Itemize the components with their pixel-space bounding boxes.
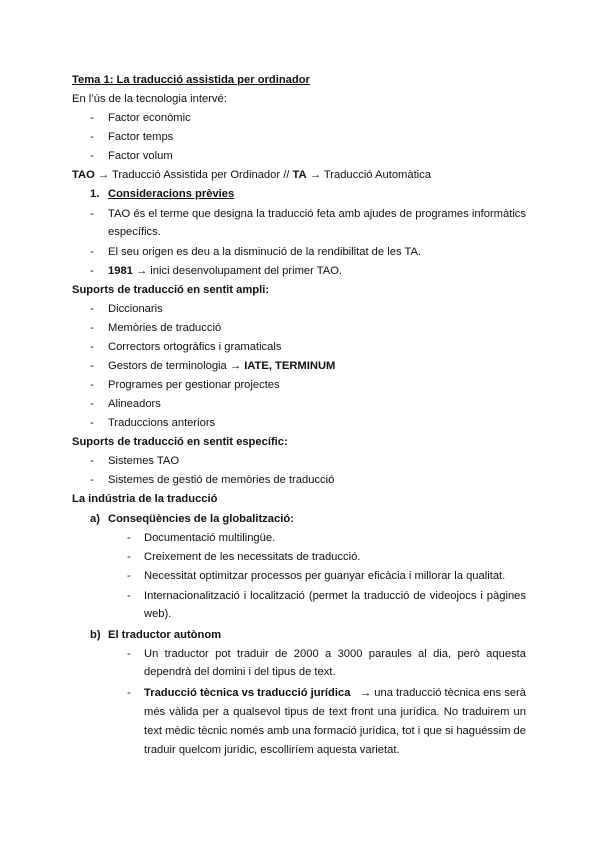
list-item: Traduccions anteriors (108, 417, 216, 429)
bullet-dash: - (90, 246, 94, 258)
list-item: Sistemes de gestió de memòries de traducció (108, 474, 335, 486)
bullet-dash: - (90, 417, 94, 429)
list-item: TAO és el terme que designa la traducció feta amb ajudes de programes informàtics (108, 208, 526, 220)
bullet-dash: - (127, 687, 131, 699)
list-item: Diccionaris (108, 303, 163, 315)
bullet-dash: - (127, 532, 131, 544)
ta-expansion: Traducció Automàtica (323, 169, 431, 181)
list-item (144, 686, 526, 700)
list-label: b) (90, 629, 101, 641)
section-heading: Consideracions prèvies (108, 188, 235, 200)
bullet-dash: - (90, 265, 94, 277)
gestors-examples: IATE, TERMINUM (244, 360, 336, 372)
list-heading: El traductor autònom (108, 629, 222, 641)
list-item-continuation: web). (144, 608, 172, 620)
bullet-dash: - (90, 379, 94, 391)
bullet-dash: - (90, 322, 94, 334)
list-item: El seu origen es deu a la disminució de la rendibilitat de les TA. (108, 246, 422, 258)
bullet-dash: - (127, 570, 131, 582)
arrow-icon: → (309, 169, 321, 181)
list-label: a) (90, 513, 100, 525)
list-item: Factor temps (108, 131, 174, 143)
subsection-heading: La indústria de la traducció (72, 493, 218, 505)
bullet-dash: - (90, 112, 94, 124)
intro-text: En l’ús de la tecnologia intervé: (72, 93, 227, 105)
bullet-dash: - (90, 303, 94, 315)
list-item: Necessitat optimitzar processos per guanyar eficàcia i millorar la qualitat. (144, 570, 506, 582)
subsection-heading: Suports de traducció en sentit específic: (72, 436, 288, 448)
tao-definition-line (72, 168, 431, 182)
ta-term: TA (292, 169, 307, 181)
list-item-continuation: específics. (108, 226, 161, 238)
list-item: Memòries de traducció (108, 322, 222, 334)
list-item: Programes per gestionar projectes (108, 379, 280, 391)
list-item: Internacionalització i localització (permet la traducció de videojocs i pàgines (144, 590, 526, 602)
gestors-text: Gestors de terminologia → (108, 360, 242, 372)
list-item: Correctors ortogràfics i gramaticals (108, 341, 282, 353)
list-item-continuation: més vàlida per a qualsevol tipus de text front una jurídica. No traduirem un (144, 706, 526, 718)
page-title: Tema 1: La traducció assistida per ordinador (72, 74, 310, 86)
list-item: Documentació multilingüe. (144, 532, 276, 544)
section-number: 1. (90, 188, 100, 200)
bullet-dash: - (90, 150, 94, 162)
list-item (108, 264, 342, 278)
bullet-dash: - (90, 341, 94, 353)
tao-expansion: Traducció Assistida per Ordinador // (112, 169, 290, 181)
bullet-dash: - (127, 551, 131, 563)
list-item-continuation: text mèdic tècnic només amb una formació jurídica, tot i que si haguéssim de (144, 725, 526, 737)
comparison-text: → una traducció tècnica ens serà (359, 687, 526, 699)
bullet-dash: - (90, 208, 94, 220)
bullet-dash: - (90, 455, 94, 467)
bullet-dash: - (90, 474, 94, 486)
bullet-dash: - (90, 360, 94, 372)
list-item (108, 359, 335, 373)
list-item-continuation: traduir quelcom jurídic, escolliríem aquesta varietat. (144, 744, 400, 756)
subsection-heading: Suports de traducció en sentit ampli: (72, 284, 270, 296)
list-item: Un traductor pot traduir de 2000 a 3000 paraules al dia, però aquesta (144, 648, 526, 660)
list-item: Sistemes TAO (108, 455, 180, 467)
bullet-dash: - (127, 648, 131, 660)
list-item: Factor volum (108, 150, 173, 162)
list-item: Alineadors (108, 398, 161, 410)
comparison-term: Traducció tècnica vs traducció jurídica (144, 687, 351, 699)
list-item: Creixement de les necessitats de traducció. (144, 551, 361, 563)
year-description: → inici desenvolupament del primer TAO. (136, 265, 343, 277)
list-item-continuation: dependrà del domini i del tipus de text. (144, 666, 336, 678)
bullet-dash: - (90, 398, 94, 410)
arrow-icon: → (97, 169, 110, 181)
bullet-dash: - (90, 131, 94, 143)
year-label: 1981 (108, 265, 133, 277)
list-item: Factor econòmic (108, 112, 191, 124)
bullet-dash: - (127, 590, 131, 602)
tao-term: TAO (72, 169, 95, 181)
list-heading: Conseqüències de la globalització: (108, 513, 294, 525)
